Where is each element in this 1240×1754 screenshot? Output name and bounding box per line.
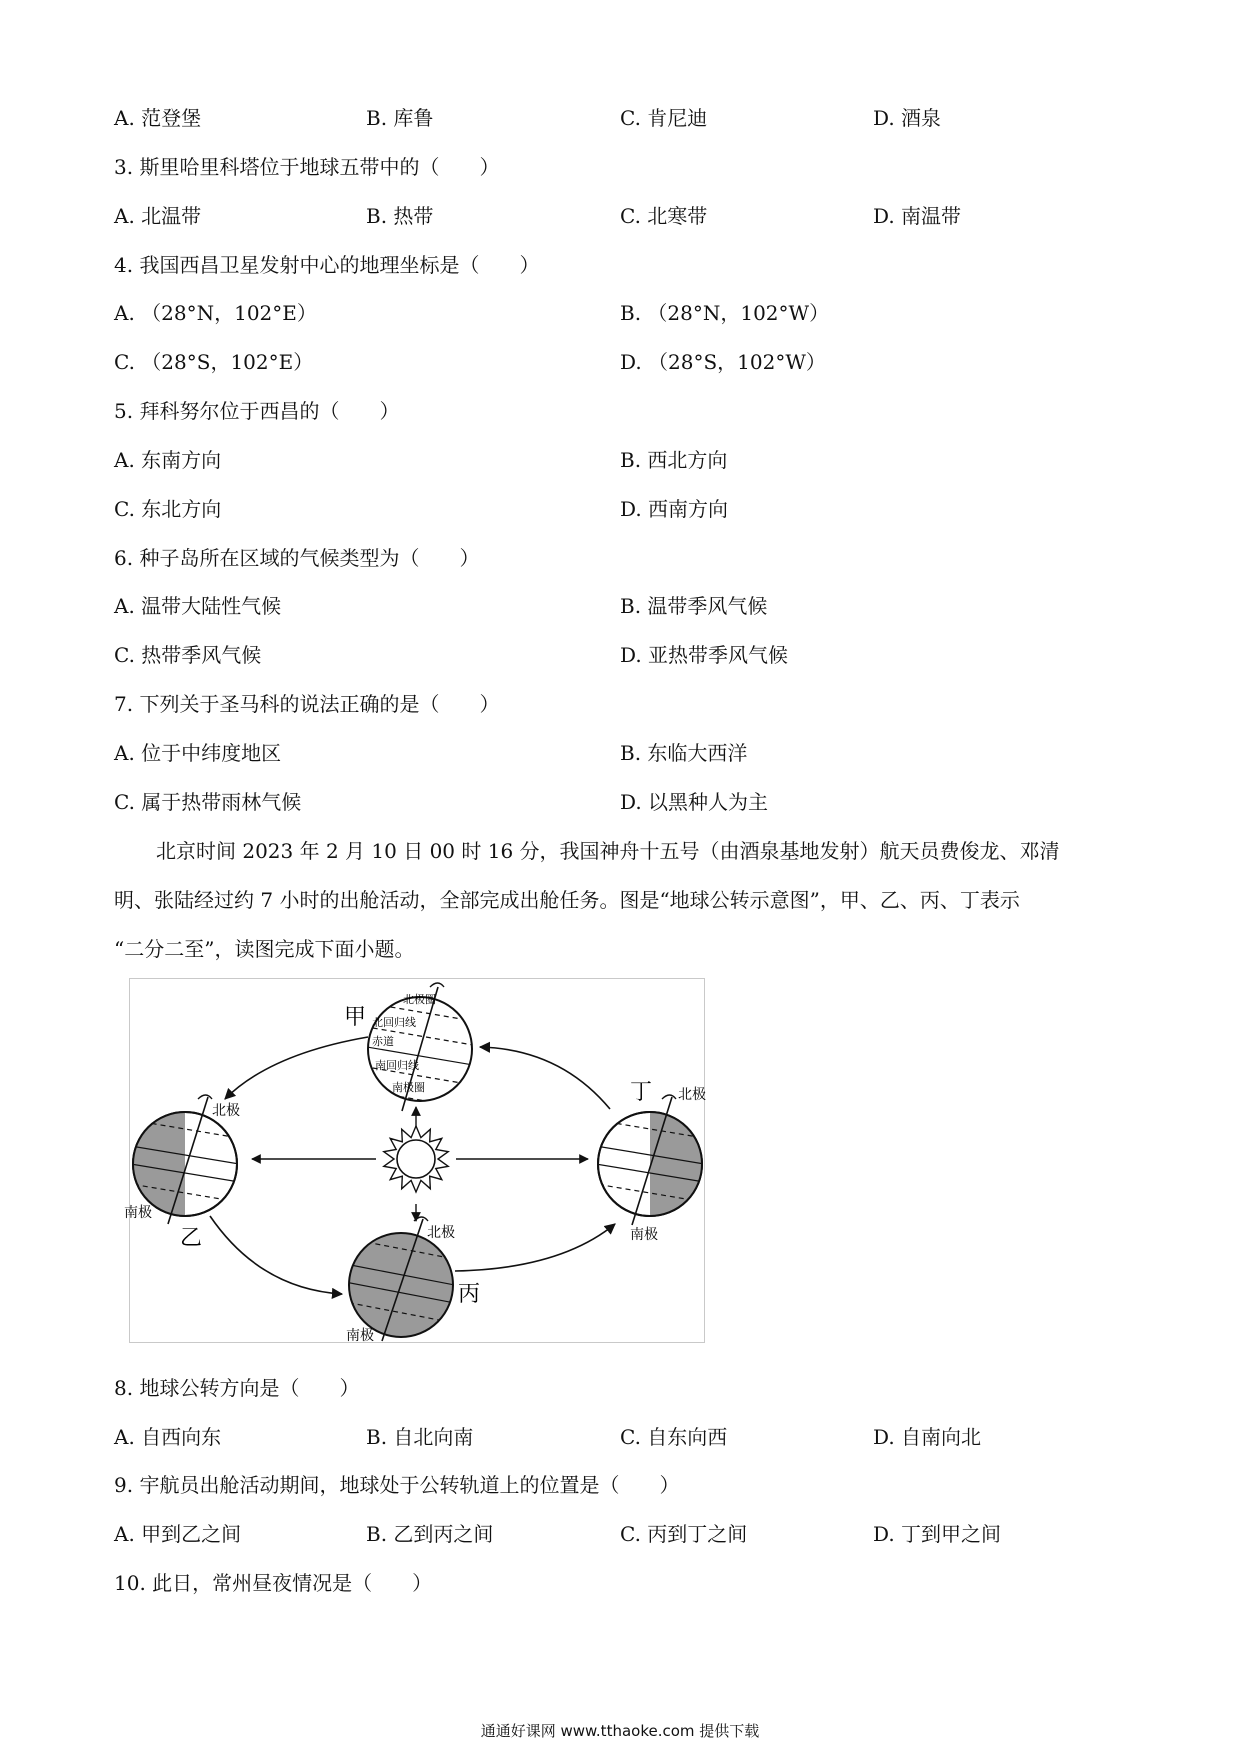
q8-option-d: D. 自南向北 xyxy=(873,1425,982,1449)
q7-option-b: B. 东临大西洋 xyxy=(620,741,748,765)
q5-option-b: B. 西北方向 xyxy=(620,448,728,472)
q6-option-b: B. 温带季风气候 xyxy=(620,594,768,618)
q9-option-d: D. 丁到甲之间 xyxy=(873,1522,1002,1546)
yi-south-pole-label: 南极 xyxy=(124,1205,152,1221)
globe-bing xyxy=(340,1217,480,1344)
passage-line-3: “二分二至”，读图完成下面小题。 xyxy=(114,937,415,961)
q7-option-c: C. 属于热带雨林气候 xyxy=(114,790,302,814)
q6-option-c: C. 热带季风气候 xyxy=(114,643,262,667)
q3-option-d: D. 南温带 xyxy=(873,204,962,228)
q9-option-c: C. 丙到丁之间 xyxy=(620,1522,748,1546)
q5-option-d: D. 西南方向 xyxy=(620,497,729,521)
jia-antarctic-circle-label: 南极圈 xyxy=(392,1081,425,1094)
q2-option-d: D. 酒泉 xyxy=(873,106,942,130)
orbit-arrow-yi-bing xyxy=(210,1216,342,1294)
q9-option-b: B. 乙到丙之间 xyxy=(366,1522,494,1546)
q4-option-a: A. （28°N，102°E） xyxy=(114,301,317,325)
globe-ding xyxy=(590,1080,710,1243)
q8-option-c: C. 自东向西 xyxy=(620,1425,728,1449)
passage-line-2: 明、张陆经过约 7 小时的出舱活动，全部完成出舱任务。图是“地球公转示意图”，甲、乙、丙、丁表示 xyxy=(114,888,1020,912)
label-bing: 丙 xyxy=(458,1282,481,1307)
bing-south-pole-label: 南极 xyxy=(346,1328,374,1344)
orbit-arrow-ding-jia xyxy=(480,1047,610,1109)
q2-option-b: B. 库鲁 xyxy=(366,106,434,130)
yi-north-pole-label: 北极 xyxy=(212,1103,240,1119)
orbit-arrow-bing-ding xyxy=(455,1224,615,1271)
label-jia: 甲 xyxy=(344,1005,367,1030)
bing-north-pole-label: 北极 xyxy=(427,1225,455,1241)
q5-stem: 5. 拜科努尔位于西昌的（ ） xyxy=(114,399,400,423)
jia-tropic-capricorn-label: 南回归线 xyxy=(375,1059,419,1072)
jia-tropic-cancer-label: 北回归线 xyxy=(372,1016,416,1029)
q6-option-a: A. 温带大陆性气候 xyxy=(114,594,282,618)
q7-option-a: A. 位于中纬度地区 xyxy=(114,741,282,765)
label-ding: 丁 xyxy=(630,1080,653,1105)
q2-option-c: C. 肯尼迪 xyxy=(620,106,708,130)
revolution-diagram-svg xyxy=(124,979,706,1344)
ding-south-pole-label: 南极 xyxy=(630,1227,658,1243)
jia-arctic-circle-label: 北极圈 xyxy=(403,993,436,1006)
globe-jia xyxy=(344,983,485,1111)
jia-equator-label: 赤道 xyxy=(372,1035,394,1048)
q5-option-c: C. 东北方向 xyxy=(114,497,222,521)
q4-option-c: C. （28°S，102°E） xyxy=(114,350,314,374)
reading-passage xyxy=(114,836,1124,964)
page-footer: 通通好课网 www.tthaoke.com 提供下载 xyxy=(480,1722,760,1740)
earth-revolution-diagram xyxy=(124,978,706,1344)
q6-option-d: D. 亚热带季风气候 xyxy=(620,643,789,667)
orbit-arrow-jia-yi xyxy=(225,1037,368,1099)
q8-option-a: A. 自西向东 xyxy=(114,1425,222,1449)
q9-stem: 9. 宇航员出舱活动期间，地球处于公转轨道上的位置是（ ） xyxy=(114,1473,680,1497)
q7-option-d: D. 以黑种人为主 xyxy=(620,790,769,814)
passage-line-1: 北京时间 2023 年 2 月 10 日 00 时 16 分，我国神舟十五号（由酒泉基地发射）航天员费俊龙、邓清 xyxy=(156,839,1060,863)
q8-option-b: B. 自北向南 xyxy=(366,1425,474,1449)
ding-north-pole-label: 北极 xyxy=(678,1087,706,1103)
q3-stem: 3. 斯里哈里科塔位于地球五带中的（ ） xyxy=(114,155,500,179)
q9-option-a: A. 甲到乙之间 xyxy=(114,1522,242,1546)
q3-option-b: B. 热带 xyxy=(366,204,434,228)
q4-option-d: D. （28°S，102°W） xyxy=(620,350,826,374)
q2-option-a: A. 范登堡 xyxy=(114,106,202,130)
q4-stem: 4. 我国西昌卫星发射中心的地理坐标是（ ） xyxy=(114,253,540,277)
q5-option-a: A. 东南方向 xyxy=(114,448,222,472)
label-yi: 乙 xyxy=(180,1226,203,1251)
q4-option-b: B. （28°N，102°W） xyxy=(620,301,830,325)
q7-stem: 7. 下列关于圣马科的说法正确的是（ ） xyxy=(114,692,500,716)
q6-stem: 6. 种子岛所在区域的气候类型为（ ） xyxy=(114,546,480,570)
q3-option-a: A. 北温带 xyxy=(114,204,202,228)
globe-yi xyxy=(124,1095,245,1251)
q10-stem: 10. 此日，常州昼夜情况是（ ） xyxy=(114,1571,433,1595)
q3-option-c: C. 北寒带 xyxy=(620,204,708,228)
sun-icon xyxy=(384,1126,448,1192)
q8-stem: 8. 地球公转方向是（ ） xyxy=(114,1376,360,1400)
